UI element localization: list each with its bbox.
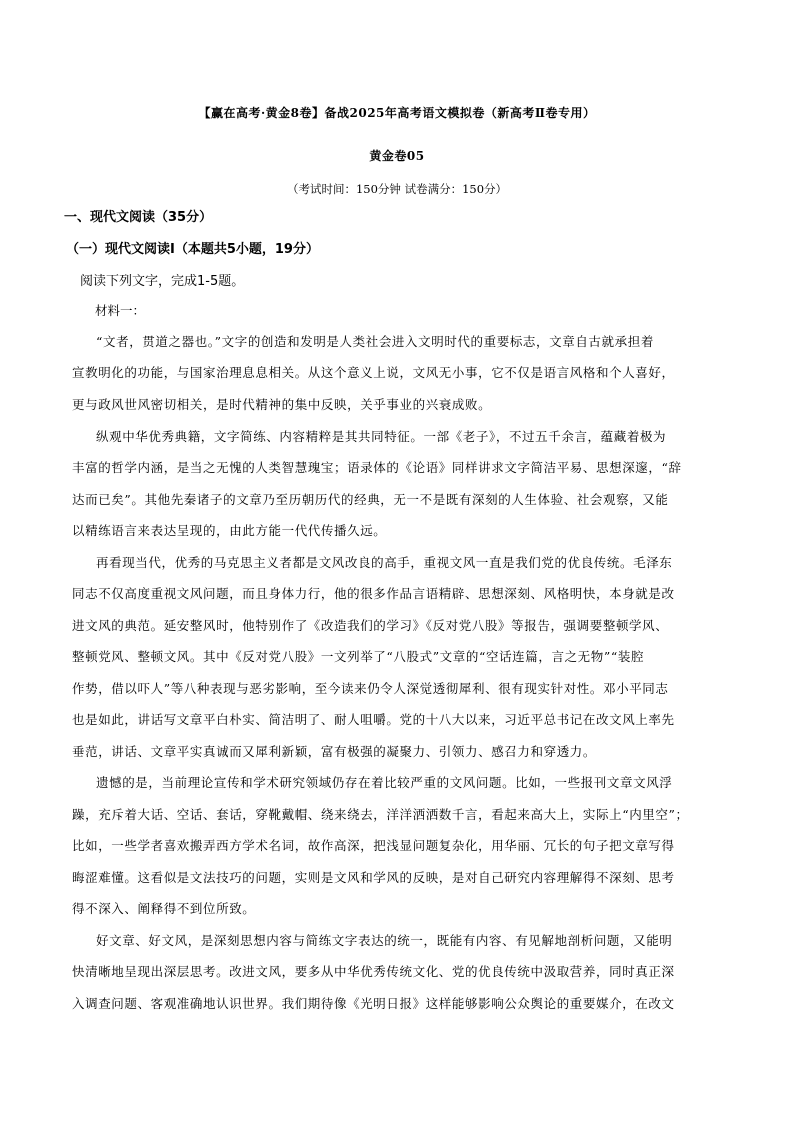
passage-line: 得不深入、阐释得不到位所致。 — [72, 901, 256, 916]
passage-line: 作势，借以吓人”等八种表现与恶劣影响，至今读来仍令人深觉透彻犀利、很有现实针对性。邓小平同志 — [72, 681, 669, 696]
passage-line: 纵观中华优秀典籍，文字简练、内容精粹是其共同特征。一部《老子》，不过五千余言，蕴藏着极为 — [96, 429, 667, 444]
passage-line: 遗憾的是，当前理论宣传和学术研究领域仍存在着比较严重的文风问题。比如，一些报刊文章文风浮 — [96, 775, 673, 790]
subsection-heading: （一）现代文阅读Ⅰ（本题共5小题，19分） — [66, 242, 319, 257]
exam-meta: （考试时间：150分钟 试卷满分：150分） — [286, 182, 508, 196]
passage-line: 快清晰地呈现出深层思考。改进文风，要多从中华优秀传统文化、党的优良传统中汲取营养，同时真正深 — [72, 964, 675, 979]
passage-line: 入调查问题、客观准确地认识世界。我们期待像《光明日报》这样能够影响公众舆论的重要媒介，在改文 — [72, 996, 675, 1011]
passage-line: 同志不仅高度重视文风问题，而且身体力行，他的很多作品言语精辟、思想深刻、风格明快，本身就是改 — [72, 586, 675, 601]
exam-title: 【赢在高考·黄金8卷】备战2025年高考语文模拟卷（新高考Ⅱ卷专用） — [198, 106, 596, 120]
passage-line: 再看现当代，优秀的马克思主义者都是文风改良的高手，重视文风一直是我们党的优良传统。毛泽东 — [96, 555, 673, 570]
passage-line: 垂范，讲话、文章平实真诚而又犀利新颖，富有极强的凝聚力、引领力、感召力和穿透力。 — [72, 744, 597, 759]
exam-subtitle: 黄金卷05 — [369, 149, 425, 163]
section-heading: 一、现代文阅读（35分） — [64, 210, 213, 225]
material-label: 材料一： — [95, 303, 146, 318]
passage-line: “文者，贯道之器也。”文字的创造和发明是人类社会进入文明时代的重要标志，文章自古就承担着 — [96, 334, 654, 349]
reading-instruction: 阅读下列文字，完成1-5题。 — [80, 274, 245, 289]
passage-line: 比如，一些学者喜欢搬弄西方学术名词，故作高深，把浅显问题复杂化，用华丽、冗长的句子把文章写得 — [72, 838, 675, 853]
passage-line: 也是如此，讲话写文章平白朴实、简洁明了、耐人咀嚼。党的十八大以来，习近平总书记在改文风上率先 — [72, 712, 675, 727]
passage-line: 丰富的哲学内涵，是当之无愧的人类智慧瑰宝；语录体的《论语》同样讲求文字简洁平易、思想深邃，“辞 — [72, 460, 682, 475]
passage-line: 躁，充斥着大话、空话、套话，穿靴戴帽、绕来绕去，洋洋洒洒数千言，看起来高大上，实际上“内里空”； — [72, 807, 689, 822]
passage-line: 宣教明化的功能，与国家治理息息相关。从这个意义上说，文风无小事，它不仅是语言风格和个人喜好， — [72, 365, 675, 380]
passage-line: 好文章、好文风，是深刻思想内容与简练文字表达的统一，既能有内容、有见解地剖析问题，又能明 — [96, 933, 673, 948]
passage-line: 进文风的典范。延安整风时，他特别作了《改造我们的学习》《反对党八股》等报告，强调要整顿学风、 — [72, 618, 669, 633]
passage-line: 晦涩难懂。这看似是文法技巧的问题，实则是文风和学风的反映，是对自己研究内容理解得不深刻、思考 — [72, 870, 675, 885]
passage-line: 达而已矣”。其他先秦诸子的文章乃至历朝历代的经典，无一不是既有深刻的人生体验、社会观察，又能 — [72, 492, 669, 507]
passage-line: 以精练语言来表达呈现的，由此方能一代代传播久远。 — [72, 523, 387, 538]
passage-line: 整顿党风、整顿文风。其中《反对党八股》一文列举了“八股式”文章的“空话连篇，言之无物”“装腔 — [72, 649, 645, 664]
passage-line: 更与政风世风密切相关，是时代精神的集中反映，关乎事业的兴衰成败。 — [72, 397, 492, 412]
